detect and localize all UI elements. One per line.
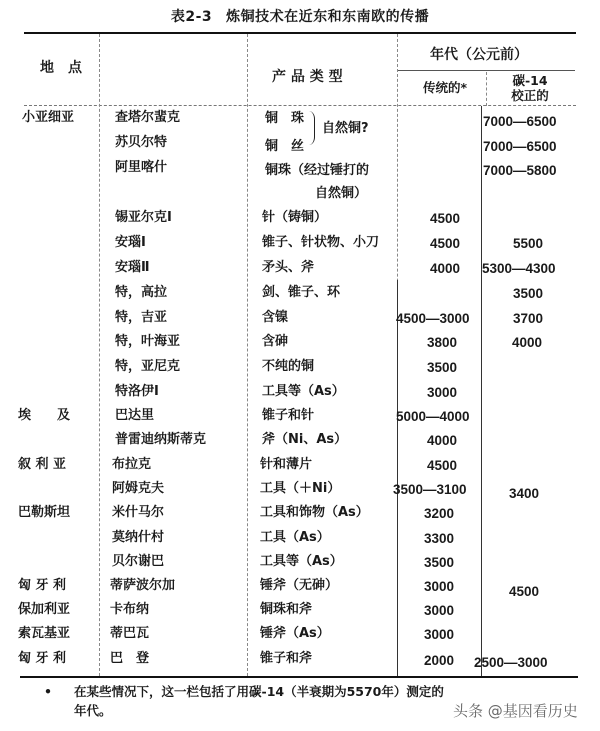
row-14-traditional: 4500	[427, 458, 458, 473]
row-14-site: 布拉克	[112, 457, 152, 472]
row-15-product: 工具（＋Ni）	[260, 481, 341, 496]
row-17-product: 工具（As）	[260, 530, 330, 545]
row-1-site: 苏贝尔特	[115, 135, 168, 150]
row-16-product: 工具和饰物（As）	[260, 505, 369, 520]
row-15-traditional: 3500—3100	[393, 482, 467, 497]
watermark: 头条 @基因看历史	[453, 702, 578, 720]
row-11-traditional: 3000	[427, 385, 458, 400]
footnote-line-1: 在某些情况下，这一栏包括了用碳-14（半衰期为5570年）测定的	[74, 684, 444, 699]
row-9-c14: 4000	[512, 335, 543, 350]
row-22-c14: 2500—3000	[474, 655, 548, 670]
row-21-traditional: 3000	[424, 627, 455, 642]
row-19-product: 锤斧（无砷）	[260, 578, 339, 593]
row-6-product: 矛头、斧	[262, 260, 315, 275]
row-0-product: 铜 珠	[265, 111, 305, 126]
row-19-site: 蒂萨波尔加	[110, 578, 176, 593]
row-14-region: 叙 利 亚	[18, 457, 67, 472]
row-7-product: 剑、锥子、环	[262, 285, 341, 300]
table-number: 表2-3	[170, 9, 213, 25]
date-group-rule	[397, 70, 575, 71]
row-2-site: 阿里喀什	[115, 160, 168, 175]
col-divider-4	[486, 72, 487, 106]
bottom-rule	[20, 676, 578, 678]
row-22-region: 匈 牙 利	[18, 651, 67, 666]
row-22-traditional: 2000	[424, 653, 455, 668]
col-divider-1	[99, 34, 100, 676]
header-date-group: 年代（公元前）	[430, 47, 528, 63]
row-12-product: 锥子和针	[262, 408, 315, 423]
row-6-c14: 5300—4300	[482, 261, 556, 276]
col-divider-2	[247, 34, 248, 676]
row-2-c14: 7000—5800	[483, 163, 557, 178]
header-c14-line1: 碳-14	[512, 73, 548, 88]
row-8-product: 含镍	[262, 310, 289, 325]
row-0-site: 查塔尔蜚克	[115, 110, 181, 125]
row-12-region: 埃 及	[18, 408, 71, 423]
row-20-traditional: 3000	[424, 603, 455, 618]
row-5-product: 锥子、针状物、小刀	[262, 235, 380, 250]
header-region: 地 点	[40, 60, 82, 76]
header-product: 产 品 类 型	[272, 69, 343, 85]
row-3-product: 自然铜）	[315, 186, 368, 201]
row-5-c14: 5500	[513, 236, 544, 251]
row-13-site: 普雷迪纳斯蒂克	[115, 432, 207, 447]
row-10-traditional: 3500	[427, 360, 458, 375]
row-1-c14: 7000—6500	[483, 139, 557, 154]
row-16-site: 米什马尔	[112, 505, 165, 520]
row-22-product: 锥子和斧	[260, 651, 313, 666]
footnote-bullet: •	[44, 684, 52, 699]
row-1-product: 铜 丝	[265, 139, 305, 154]
row-5-traditional: 4500	[430, 236, 461, 251]
row-7-c14: 3500	[513, 286, 544, 301]
row-20-region: 保加利亚	[18, 602, 71, 617]
row-20-product: 铜珠和斧	[260, 602, 313, 617]
row-4-traditional: 4500	[430, 211, 461, 226]
row-9-site: 特，叶海亚	[115, 334, 181, 349]
row-0-region: 小亚细亚	[22, 110, 75, 125]
row-22-site: 巴 登	[110, 651, 150, 666]
row-18-traditional: 3500	[424, 555, 455, 570]
row-10-product: 不纯的铜	[262, 359, 315, 374]
traditional-left-border	[397, 280, 398, 676]
row-19-region: 匈 牙 利	[18, 578, 67, 593]
table-title	[0, 6, 600, 26]
row-9-traditional: 3800	[427, 335, 458, 350]
row-21-site: 蒂巴瓦	[110, 626, 150, 641]
row-19-traditional: 3000	[424, 579, 455, 594]
row-18-site: 贝尔谢巴	[112, 554, 165, 569]
header-traditional: 传统的*	[422, 80, 468, 95]
row-8-c14: 3700	[513, 311, 544, 326]
row-9-product: 含砷	[262, 334, 289, 349]
row-8-traditional: 4500—3000	[396, 311, 470, 326]
row-5-site: 安瑙Ⅰ	[115, 235, 146, 250]
brace-symbol	[309, 111, 315, 145]
row-17-traditional: 3300	[424, 531, 455, 546]
row-15-site: 阿姆克夫	[112, 481, 165, 496]
row-14-product: 针和薄片	[260, 457, 313, 472]
row-10-site: 特，亚尼克	[115, 359, 181, 374]
row-13-product: 斧（Ni、As）	[262, 432, 348, 447]
table-caption: 炼铜技术在近东和东南欧的传播	[226, 9, 430, 25]
c14-left-border	[481, 106, 482, 676]
row-16-region: 巴勒斯坦	[18, 505, 71, 520]
row-19-c14: 4500	[509, 584, 540, 599]
row-15-c14: 3400	[509, 486, 540, 501]
row-11-site: 特洛伊Ⅰ	[115, 384, 159, 399]
row-11-product: 工具等（As）	[262, 384, 345, 399]
header-bottom-rule	[24, 105, 576, 106]
row-18-product: 工具等（As）	[260, 554, 343, 569]
footnote-line-2: 年代。	[74, 703, 112, 718]
row-4-product: 针（铸铜）	[262, 210, 328, 225]
row-0-c14: 7000—6500	[483, 114, 557, 129]
header-c14-line2: 校正的	[511, 88, 549, 103]
header-c14	[490, 73, 570, 103]
row-12-traditional: 5000—4000	[396, 409, 470, 424]
brace-note: 自然铜?	[322, 121, 369, 136]
row-2-product: 铜珠（经过锤打的	[265, 163, 370, 178]
top-rule	[24, 32, 576, 34]
row-20-site: 卡布纳	[110, 602, 150, 617]
row-7-site: 特，高拉	[115, 285, 168, 300]
row-13-traditional: 4000	[427, 433, 458, 448]
row-17-site: 莫纳什村	[112, 530, 165, 545]
row-21-region: 索瓦基亚	[18, 626, 71, 641]
row-6-site: 安瑙Ⅱ	[115, 260, 150, 275]
row-4-site: 锡亚尔克Ⅰ	[115, 210, 172, 225]
row-6-traditional: 4000	[430, 261, 461, 276]
row-8-site: 特，吉亚	[115, 310, 168, 325]
row-21-product: 锤斧（As）	[260, 626, 330, 641]
row-16-traditional: 3200	[424, 506, 455, 521]
row-12-site: 巴达里	[115, 408, 155, 423]
